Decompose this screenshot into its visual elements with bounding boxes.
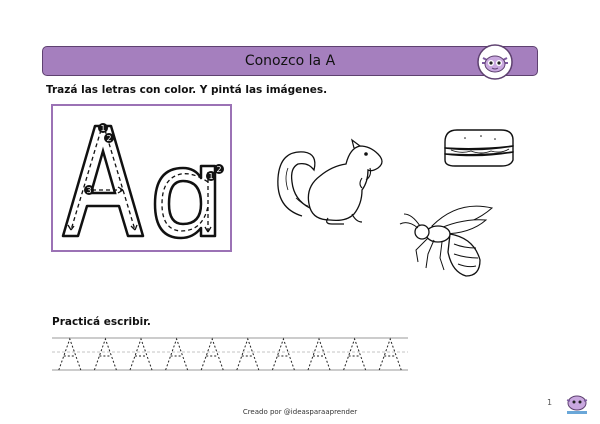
trace-letter-a: [237, 339, 259, 370]
svg-text:2: 2: [106, 134, 112, 143]
footer-credit: Creado por @ideasparaaprender: [242, 408, 358, 416]
instruction-text: Trazá las letras con color. Y pintá las imágenes.: [46, 84, 328, 96]
trace-letter-a: [59, 339, 81, 370]
lowercase-a-tracing: [155, 166, 215, 238]
page-title: Conozco la A: [244, 53, 336, 69]
svg-text:1: 1: [100, 124, 106, 133]
title-banner: [42, 46, 538, 76]
trace-letter-a: [272, 339, 294, 370]
trace-letter-a: [166, 339, 188, 370]
practice-label: Practicá escribir.: [52, 316, 151, 328]
page-number: 1: [547, 398, 553, 407]
uppercase-a-tracing: [63, 126, 143, 236]
trace-letter-a: [308, 339, 330, 370]
letter-tracing-box: [51, 104, 232, 252]
sandwich-cookie-icon: [441, 124, 517, 170]
svg-text:3: 3: [86, 186, 92, 195]
axolotl-mascot-icon: [477, 44, 513, 80]
svg-text:1: 1: [208, 172, 214, 181]
tracing-practice-area: [52, 336, 408, 374]
trace-letter-a: [344, 339, 366, 370]
squirrel-icon: [274, 138, 390, 226]
trace-letter-a: [130, 339, 152, 370]
bee-icon: [398, 204, 494, 280]
brand-logo-icon: [563, 390, 591, 418]
trace-letter-a: [94, 339, 116, 370]
trace-letter-a: [201, 339, 223, 370]
svg-text:2: 2: [216, 165, 222, 174]
trace-letter-a: [379, 339, 401, 370]
